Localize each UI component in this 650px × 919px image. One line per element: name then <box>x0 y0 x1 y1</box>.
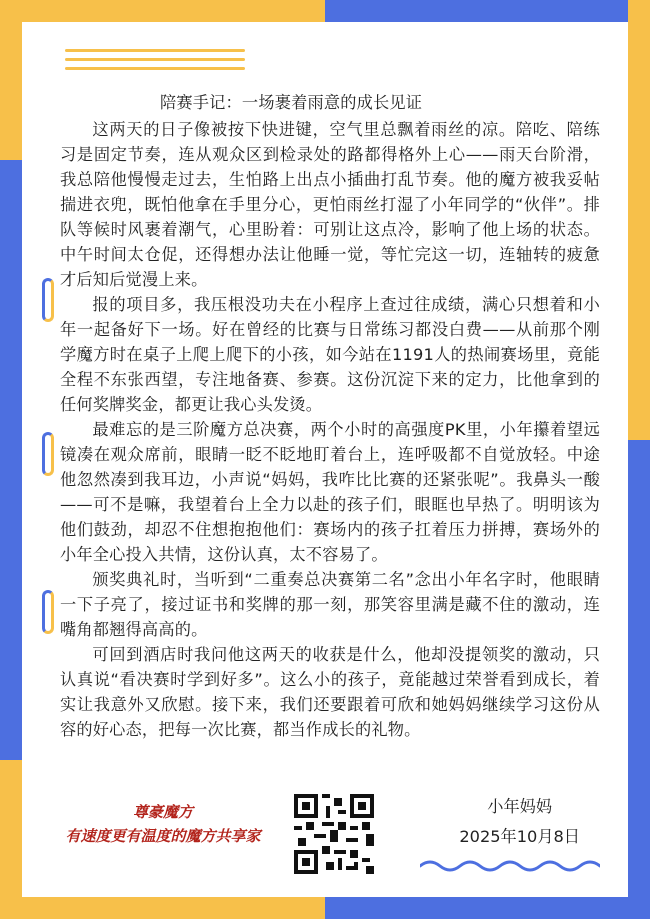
border-yellow-left-top <box>0 0 22 160</box>
border-yellow-left-bottom <box>0 760 22 919</box>
border-blue-bottom-right <box>325 897 650 919</box>
signature <box>459 792 580 852</box>
border-yellow-top-left <box>0 0 325 22</box>
brand-tagline: 有速度更有温度的魔方共享家 <box>65 827 261 845</box>
binder-ring-icon <box>42 590 54 634</box>
border-blue-top-right <box>325 0 650 22</box>
border-yellow-bottom-left <box>0 897 325 919</box>
border-blue-left <box>0 160 22 760</box>
letter-body <box>60 90 600 742</box>
paragraph: 这两天的日子像被按下快进键，空气里总飘着雨丝的凉。陪吃、陪练习是固定节奏，连从观众区到检录处的路都得格外上心——雨天台阶滑，我总陪他慢慢走过去，生怕路上出点小插曲打乱节奏。他的魔方被我妥帖揣进衣兜，既怕他拿在手里分心，更怕雨丝打湿了小年同学的“伙伴”。排队等候时风裹着潮气，心里盼着：可别让这点冷，影响了他上场的状态。中午时间太仓促，还得想办法让他睡一觉，等忙完这一切，连轴转的疲惫才后知后觉漫上来。 <box>60 120 600 289</box>
paragraph: 颁奖典礼时，当听到“二重奏总决赛第二名”念出小年名字时，他眼睛一下子亮了，接过证书和奖牌的那一刻，那笑容里满是藏不住的激动，连嘴角都翘得高高的。 <box>60 570 600 639</box>
qr-code-icon <box>290 790 378 878</box>
decorative-title-lines <box>65 49 245 76</box>
border-blue-right <box>628 440 650 919</box>
paragraph: 可回到酒店时我问他这两天的收获是什么，他却没提领奖的激动，只认真说“看决赛时学到好多”。这么小的孩子，竟能越过荣誉看到成长，着实让我意外又欣慰。接下来，我们还要跟着可欣和她妈妈继续学习这份从容的好心态，把每一次比赛，都当作成长的礼物。 <box>60 645 600 739</box>
brand-slogan <box>38 800 288 848</box>
signature-date: 2025年10月8日 <box>459 827 580 846</box>
binder-ring-icon <box>42 278 54 322</box>
page-title: 陪赛手记：一场裹着雨意的成长见证 <box>160 93 423 112</box>
brand-name: 尊豪魔方 <box>132 803 193 821</box>
paragraph: 报的项目多，我压根没功夫在小程序上查过往成绩，满心只想着和小年一起备好下一场。好在曾经的比赛与日常练习都没白费——从前那个刚学魔方时在桌子上爬上爬下的小孩，如今站在1191人的热闹赛场里，竟能全程不东张西望，专注地备赛、参赛。这份沉淀下来的定力，比他拿到的任何奖牌奖金，都更让我心头发烫。 <box>60 295 600 414</box>
signature-name: 小年妈妈 <box>487 797 553 816</box>
decorative-wave <box>420 856 600 876</box>
border-yellow-right-top <box>628 0 650 440</box>
binder-ring-icon <box>42 432 54 476</box>
paragraph: 最难忘的是三阶魔方总决赛，两个小时的高强度PK里，小年攥着望远镜凑在观众席前，眼睛一眨不眨地盯着台上，连呼吸都不自觉放轻。中途他忽然凑到我耳边，小声说“妈妈，我咋比比赛的还紧张呢”。我鼻头一酸——可不是嘛，我望着台上全力以赴的孩子们，眼眶也早热了。明明该为他们鼓劲，却忍不住想抱抱他们：赛场内的孩子扛着压力拼搏，赛场外的小年全心投入共情，这份认真，太不容易了。 <box>60 420 600 564</box>
